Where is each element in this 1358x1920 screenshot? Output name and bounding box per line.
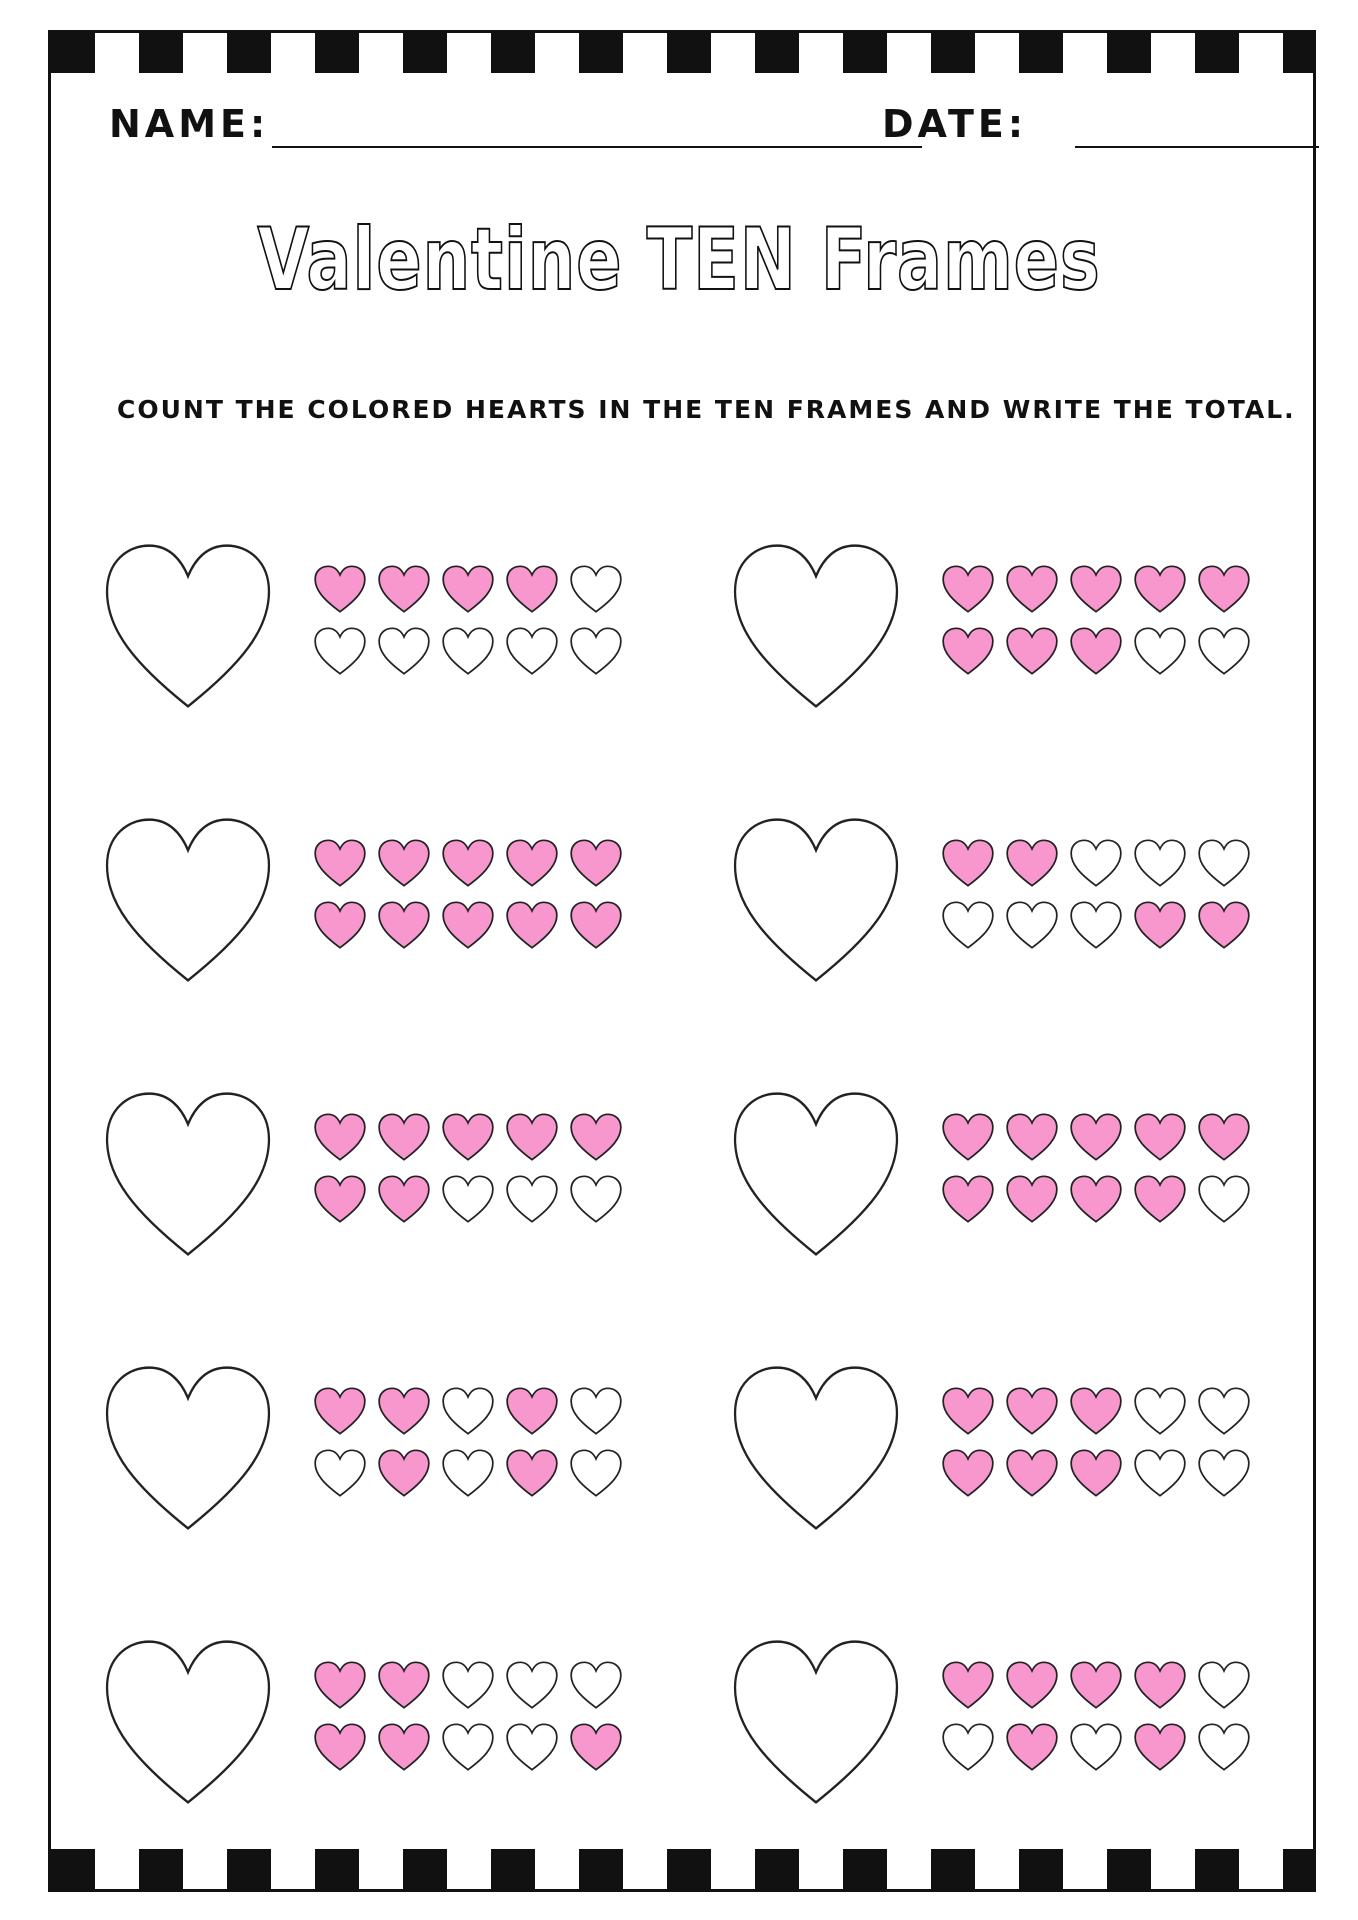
empty-heart-icon xyxy=(500,620,564,682)
filled-heart-icon xyxy=(1064,1380,1128,1442)
date-label: DATE: xyxy=(882,102,1028,146)
filled-heart-icon xyxy=(1128,558,1192,620)
problem-3 xyxy=(100,812,660,987)
empty-heart-icon xyxy=(936,894,1000,956)
name-label: NAME: xyxy=(109,102,270,146)
empty-heart-icon xyxy=(1064,832,1128,894)
empty-heart-icon xyxy=(436,1168,500,1230)
filled-heart-icon xyxy=(372,1654,436,1716)
problem-10 xyxy=(728,1634,1288,1809)
filled-heart-icon xyxy=(1000,1442,1064,1504)
empty-heart-icon xyxy=(436,1442,500,1504)
filled-heart-icon xyxy=(1064,1168,1128,1230)
date-field-line[interactable] xyxy=(1075,146,1319,148)
empty-heart-icon xyxy=(1128,620,1192,682)
filled-heart-icon xyxy=(1064,1442,1128,1504)
filled-heart-icon xyxy=(1192,1106,1256,1168)
heart-outline-icon[interactable] xyxy=(728,538,904,714)
filled-heart-icon xyxy=(1000,558,1064,620)
filled-heart-icon xyxy=(500,1106,564,1168)
empty-heart-icon xyxy=(1192,832,1256,894)
filled-heart-icon xyxy=(500,832,564,894)
filled-heart-icon xyxy=(308,832,372,894)
checkered-border-bottom xyxy=(51,1849,1313,1889)
heart-outline-icon[interactable] xyxy=(100,1086,276,1262)
empty-heart-icon xyxy=(564,558,628,620)
problem-2 xyxy=(728,538,1288,713)
filled-heart-icon xyxy=(564,1106,628,1168)
filled-heart-icon xyxy=(372,1380,436,1442)
empty-heart-icon xyxy=(1128,1442,1192,1504)
filled-heart-icon xyxy=(936,1442,1000,1504)
filled-heart-icon xyxy=(308,1716,372,1778)
filled-heart-icon xyxy=(936,1654,1000,1716)
ten-frame xyxy=(308,1106,616,1226)
empty-heart-icon xyxy=(564,1168,628,1230)
filled-heart-icon xyxy=(1128,1716,1192,1778)
filled-heart-icon xyxy=(372,1168,436,1230)
checkered-border-top xyxy=(51,33,1313,73)
heart-outline-icon[interactable] xyxy=(100,812,276,988)
filled-heart-icon xyxy=(308,894,372,956)
empty-heart-icon xyxy=(936,1716,1000,1778)
filled-heart-icon xyxy=(1000,620,1064,682)
empty-heart-icon xyxy=(1000,894,1064,956)
empty-heart-icon xyxy=(564,1654,628,1716)
empty-heart-icon xyxy=(564,1380,628,1442)
filled-heart-icon xyxy=(936,832,1000,894)
problem-4 xyxy=(728,812,1288,987)
filled-heart-icon xyxy=(1000,1380,1064,1442)
filled-heart-icon xyxy=(1128,1106,1192,1168)
header xyxy=(62,80,1212,146)
filled-heart-icon xyxy=(372,1106,436,1168)
empty-heart-icon xyxy=(564,620,628,682)
filled-heart-icon xyxy=(1000,832,1064,894)
ten-frame xyxy=(936,1106,1244,1226)
empty-heart-icon xyxy=(436,620,500,682)
filled-heart-icon xyxy=(564,832,628,894)
filled-heart-icon xyxy=(308,1654,372,1716)
empty-heart-icon xyxy=(1192,1168,1256,1230)
filled-heart-icon xyxy=(500,558,564,620)
problem-7 xyxy=(100,1360,660,1535)
problem-9 xyxy=(100,1634,660,1809)
heart-outline-icon[interactable] xyxy=(728,1360,904,1536)
empty-heart-icon xyxy=(1192,1442,1256,1504)
filled-heart-icon xyxy=(936,1380,1000,1442)
ten-frame xyxy=(308,1380,616,1500)
filled-heart-icon xyxy=(436,832,500,894)
empty-heart-icon xyxy=(436,1654,500,1716)
empty-heart-icon xyxy=(564,1442,628,1504)
filled-heart-icon xyxy=(936,1168,1000,1230)
filled-heart-icon xyxy=(500,894,564,956)
filled-heart-icon xyxy=(1064,1654,1128,1716)
filled-heart-icon xyxy=(1128,1654,1192,1716)
problem-5 xyxy=(100,1086,660,1261)
instructions-text: COUNT THE COLORED HEARTS IN THE TEN FRAMES AND WRITE THE TOTAL. xyxy=(117,395,1296,424)
empty-heart-icon xyxy=(436,1380,500,1442)
ten-frame xyxy=(936,1380,1244,1500)
problem-1 xyxy=(100,538,660,713)
page-title: Valentine TEN Frames xyxy=(257,210,1101,310)
heart-outline-icon[interactable] xyxy=(728,1086,904,1262)
filled-heart-icon xyxy=(1000,1654,1064,1716)
filled-heart-icon xyxy=(500,1442,564,1504)
empty-heart-icon xyxy=(1064,1716,1128,1778)
filled-heart-icon xyxy=(1064,558,1128,620)
empty-heart-icon xyxy=(436,1716,500,1778)
empty-heart-icon xyxy=(500,1654,564,1716)
empty-heart-icon xyxy=(500,1716,564,1778)
filled-heart-icon xyxy=(308,1168,372,1230)
empty-heart-icon xyxy=(1192,1654,1256,1716)
filled-heart-icon xyxy=(372,1716,436,1778)
filled-heart-icon xyxy=(500,1380,564,1442)
filled-heart-icon xyxy=(936,620,1000,682)
empty-heart-icon xyxy=(1192,620,1256,682)
ten-frame xyxy=(936,1654,1244,1774)
filled-heart-icon xyxy=(1192,558,1256,620)
heart-outline-icon[interactable] xyxy=(100,1634,276,1810)
ten-frame xyxy=(308,558,616,678)
empty-heart-icon xyxy=(372,620,436,682)
filled-heart-icon xyxy=(1064,1106,1128,1168)
heart-outline-icon[interactable] xyxy=(100,1360,276,1536)
filled-heart-icon xyxy=(936,558,1000,620)
filled-heart-icon xyxy=(372,894,436,956)
filled-heart-icon xyxy=(1000,1168,1064,1230)
filled-heart-icon xyxy=(308,558,372,620)
empty-heart-icon xyxy=(308,620,372,682)
empty-heart-icon xyxy=(1192,1380,1256,1442)
filled-heart-icon xyxy=(308,1380,372,1442)
filled-heart-icon xyxy=(372,558,436,620)
filled-heart-icon xyxy=(1000,1716,1064,1778)
empty-heart-icon xyxy=(1192,1716,1256,1778)
filled-heart-icon xyxy=(1128,894,1192,956)
problem-6 xyxy=(728,1086,1288,1261)
filled-heart-icon xyxy=(1000,1106,1064,1168)
filled-heart-icon xyxy=(564,894,628,956)
filled-heart-icon xyxy=(436,1106,500,1168)
filled-heart-icon xyxy=(1064,620,1128,682)
heart-outline-icon[interactable] xyxy=(728,1634,904,1810)
filled-heart-icon xyxy=(372,1442,436,1504)
heart-outline-icon[interactable] xyxy=(728,812,904,988)
filled-heart-icon xyxy=(308,1106,372,1168)
ten-frame xyxy=(308,1654,616,1774)
empty-heart-icon xyxy=(1064,894,1128,956)
filled-heart-icon xyxy=(1128,1168,1192,1230)
filled-heart-icon xyxy=(936,1106,1000,1168)
ten-frame xyxy=(936,832,1244,952)
heart-outline-icon[interactable] xyxy=(100,538,276,714)
ten-frame xyxy=(308,832,616,952)
filled-heart-icon xyxy=(1192,894,1256,956)
empty-heart-icon xyxy=(1128,1380,1192,1442)
empty-heart-icon xyxy=(500,1168,564,1230)
problem-8 xyxy=(728,1360,1288,1535)
empty-heart-icon xyxy=(308,1442,372,1504)
filled-heart-icon xyxy=(436,558,500,620)
name-field-line[interactable] xyxy=(272,146,922,148)
empty-heart-icon xyxy=(1128,832,1192,894)
ten-frame xyxy=(936,558,1244,678)
filled-heart-icon xyxy=(564,1716,628,1778)
filled-heart-icon xyxy=(372,832,436,894)
filled-heart-icon xyxy=(436,894,500,956)
